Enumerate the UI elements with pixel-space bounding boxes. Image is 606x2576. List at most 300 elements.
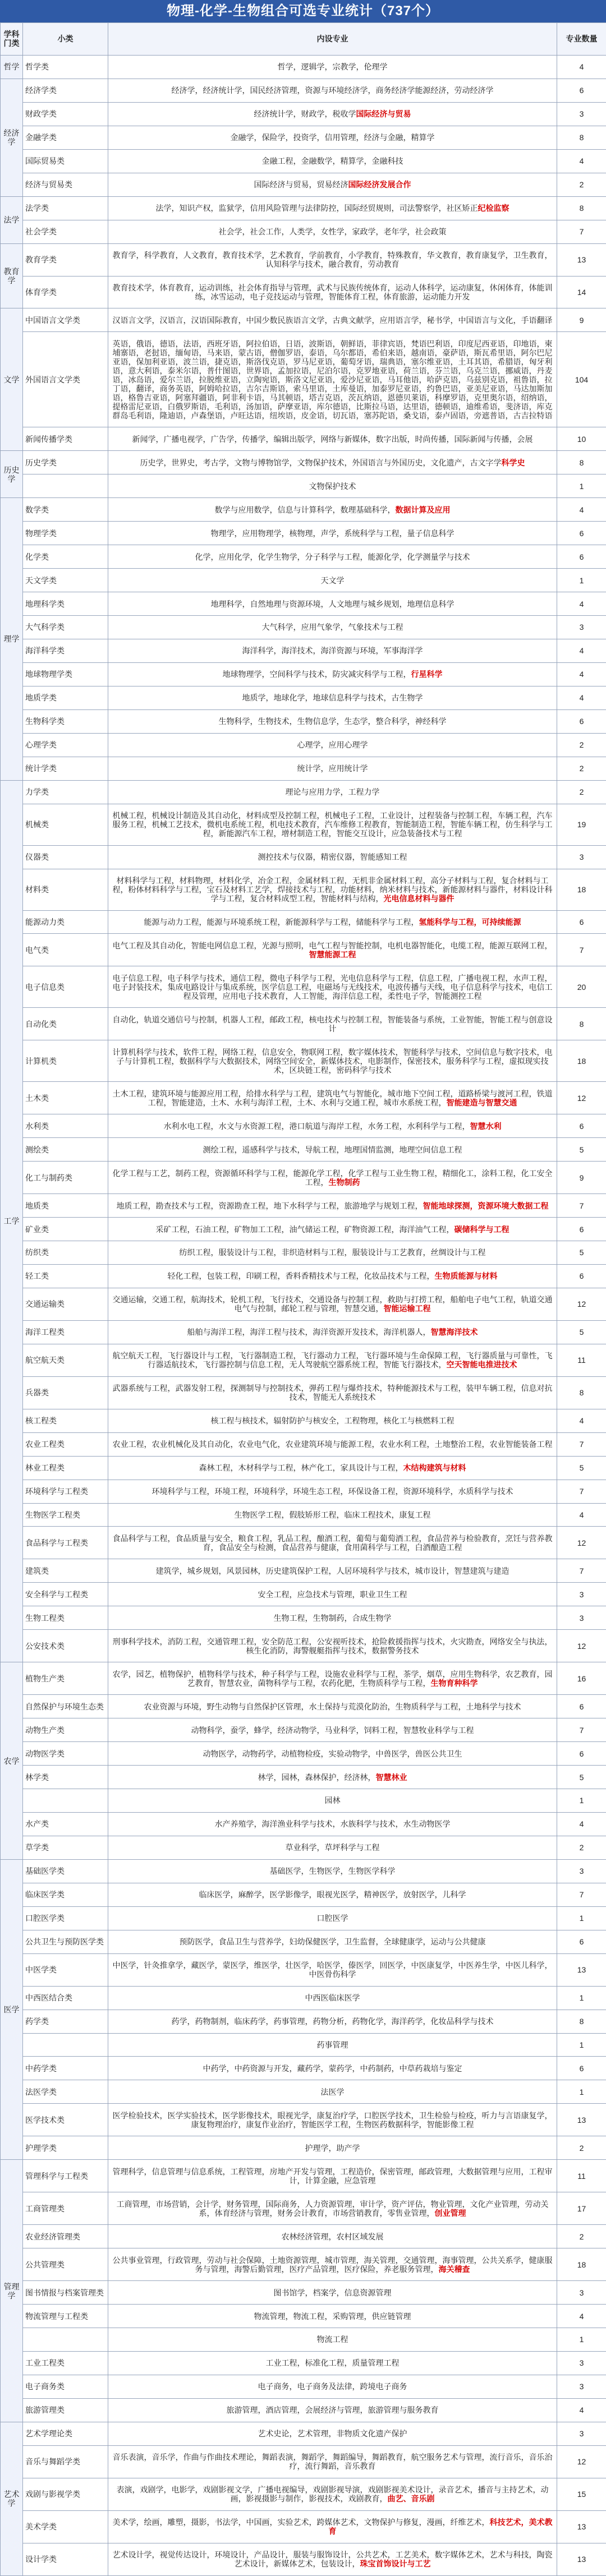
table-row bbox=[1, 1986, 606, 2010]
count-cell: 4 bbox=[557, 2398, 606, 2422]
majors-cell bbox=[108, 1114, 557, 1138]
majors-cell bbox=[108, 910, 557, 934]
count-cell: 16 bbox=[557, 1662, 606, 1695]
majors-text: 新闻学，广播电视学，广告学，传播学，编辑出版学，网络与新媒体，数字出版，时尚传播，国际新闻与传播，会展 bbox=[132, 434, 533, 444]
new-major-highlight: 智慧林业 bbox=[375, 1772, 407, 1782]
subcategory-cell: 机械类 bbox=[23, 804, 108, 845]
majors-cell bbox=[108, 220, 557, 243]
subcategory-cell: 海洋科学类 bbox=[23, 639, 108, 662]
count-cell: 3 bbox=[557, 845, 606, 869]
majors-text: 图书馆学，档案学，信息资源管理 bbox=[273, 2288, 392, 2297]
majors-text: 中西医临床医学 bbox=[305, 1993, 360, 2003]
subcategory-cell: 交通运输类 bbox=[23, 1288, 108, 1320]
table-row bbox=[1, 2445, 606, 2478]
majors-text: 地质学，地球化学，地球信息科学与技术，古生物学 bbox=[242, 693, 423, 703]
table-row bbox=[1, 308, 606, 332]
majors-cell bbox=[108, 1695, 557, 1718]
majors-cell bbox=[108, 2305, 557, 2328]
majors-text: 土木工程，建筑环境与能源应用工程，给排水科学与工程，建筑电气与智能化，城市地下空间工程，道路桥梁与渡河工程，铁道工程，智能建造，土木、水利与海洋工程，土木、水利与交通工程，城市水系统工程， bbox=[112, 1089, 553, 1107]
table-row bbox=[1, 1766, 606, 1789]
majors-cell bbox=[108, 2136, 557, 2160]
subcategory-cell: 经济学类 bbox=[23, 79, 108, 102]
majors-cell bbox=[108, 2398, 557, 2422]
table-row bbox=[1, 2398, 606, 2422]
table-row bbox=[1, 2057, 606, 2080]
table-row bbox=[1, 1082, 606, 1114]
count-cell: 8 bbox=[557, 196, 606, 220]
subcategory-cell: 核工程类 bbox=[23, 1409, 108, 1432]
majors-text: 工商管理，市场营销，会计学，财务管理，国际商务，人力资源管理，审计学，资产评估，物业管理，文化产业管理，劳动关系，体育经济与管理，财务会计教育，市场营销教育，零售业管理， bbox=[116, 2199, 549, 2218]
majors-cell bbox=[108, 934, 557, 966]
subcategory-cell: 护理学类 bbox=[23, 2136, 108, 2160]
majors-cell bbox=[108, 2422, 557, 2445]
majors-text: 中医学，针灸推拿学，藏医学，蒙医学，维医学，壮医学，哈医学，傣医学，回医学，中医康复学，中医养生学，中医儿科学，中医骨伤科学 bbox=[112, 1961, 553, 1979]
majors-cell bbox=[108, 1082, 557, 1114]
count-cell: 4 bbox=[557, 662, 606, 686]
majors-cell bbox=[108, 1559, 557, 1583]
majors-cell bbox=[108, 1376, 557, 1409]
count-cell: 6 bbox=[557, 1695, 606, 1718]
majors-text: 农林经济管理，农村区域发展 bbox=[281, 2232, 384, 2241]
subcategory-cell: 体育学类 bbox=[23, 276, 108, 308]
subcategory-cell: 仪器类 bbox=[23, 845, 108, 869]
count-cell: 4 bbox=[557, 1409, 606, 1432]
subcategory-cell: 兵器类 bbox=[23, 1376, 108, 1409]
majors-text: 法学，知识产权，监狱学，信用风险管理与法律防控，国际经贸规则，司法警察学，社区矫正 bbox=[155, 204, 478, 213]
count-cell: 6 bbox=[557, 1264, 606, 1288]
majors-cell bbox=[108, 1630, 557, 1662]
majors-cell bbox=[108, 1480, 557, 1503]
majors-text: 机械工程，机械设计制造及其自动化，材料成型及控制工程，机械电子工程，工业设计，过程装备与控制工程，车辆工程，汽车服务工程，机械工艺技术，微机电系统工程，机电技术教育，汽车维修工程教育，智能制造工程，智能车辆工程，仿生科学与工程，新能源汽车工程，增材制造工程，智能交互设计，应急装备技术与工程 bbox=[112, 811, 553, 838]
majors-text: 采矿工程，石油工程，矿物加工工程，油气储运工程，矿物资源工程，海洋油气工程， bbox=[155, 1224, 454, 1234]
majors-cell bbox=[108, 2510, 557, 2543]
table-row bbox=[1, 1480, 606, 1503]
count-cell: 4 bbox=[557, 149, 606, 173]
majors-cell bbox=[108, 196, 557, 220]
count-cell: 13 bbox=[557, 243, 606, 276]
table-row bbox=[1, 2422, 606, 2445]
majors-cell bbox=[108, 2160, 557, 2192]
subcategory-cell: 生物工程类 bbox=[23, 1606, 108, 1630]
subcategory-cell: 草学类 bbox=[23, 1836, 108, 1859]
count-cell: 20 bbox=[557, 966, 606, 1008]
table-row bbox=[1, 1503, 606, 1527]
new-major-highlight: 生物质能源与材料 bbox=[434, 1271, 498, 1281]
majors-cell bbox=[108, 1953, 557, 1986]
subcategory-cell: 力学类 bbox=[23, 780, 108, 804]
majors-text: 森林工程，木材科学与工程，林产化工，家具设计与工程， bbox=[199, 1463, 403, 1473]
count-cell: 3 bbox=[557, 2422, 606, 2445]
majors-text: 环境科学与工程，环境工程，环境科学，环境生态工程，环保设备工程，资源环境科学，水质科学与技术 bbox=[152, 1487, 513, 1496]
count-cell: 15 bbox=[557, 2478, 606, 2510]
majors-cell bbox=[108, 149, 557, 173]
majors-text: 林学，园林，森林保护，经济林， bbox=[258, 1772, 376, 1782]
new-major-highlight: 数据计算及应用 bbox=[395, 505, 451, 514]
majors-text: 动物科学，蚕学，蜂学，经济动物学，马业科学，饲料工程，智慧牧业科学与工程 bbox=[191, 1725, 474, 1735]
table-row bbox=[1, 1906, 606, 1930]
majors-text: 建筑学，城乡规划，风景园林，历史建筑保护工程，人居环境科学与技术，城市设计，智慧建筑与建造 bbox=[155, 1566, 509, 1575]
majors-text: 金融学，保险学，投资学，信用管理，经济与金融，精算学 bbox=[230, 133, 435, 142]
count-cell: 3 bbox=[557, 616, 606, 639]
majors-cell bbox=[108, 451, 557, 474]
subcategory-cell: 海洋工程类 bbox=[23, 1320, 108, 1344]
count-cell: 1 bbox=[557, 474, 606, 498]
subcategory-cell: 动物医学类 bbox=[23, 1742, 108, 1766]
majors-text: 统计学，应用统计学 bbox=[297, 764, 368, 773]
subcategory-cell: 地质学类 bbox=[23, 686, 108, 709]
table-row bbox=[1, 966, 606, 1008]
count-cell: 13 bbox=[557, 2510, 606, 2543]
table-row bbox=[1, 2305, 606, 2328]
majors-cell bbox=[108, 2328, 557, 2352]
majors-table bbox=[0, 22, 606, 2576]
new-major-highlight: 智能地球探测，资源环境大数据工程 bbox=[423, 1201, 549, 1210]
majors-text: 经济学，经济统计学，国民经济管理，资源与环境经济学，商务经济学能源经济，劳动经济学 bbox=[171, 86, 494, 95]
category-cell: 经济学 bbox=[1, 79, 23, 196]
table-row bbox=[1, 1836, 606, 1859]
subcategory-cell: 统计学类 bbox=[23, 757, 108, 780]
table-row bbox=[1, 2351, 606, 2375]
majors-cell bbox=[108, 709, 557, 733]
new-major-highlight: 生物制药 bbox=[328, 1177, 360, 1187]
majors-cell bbox=[108, 2104, 557, 2136]
majors-cell bbox=[108, 2010, 557, 2033]
count-cell: 12 bbox=[557, 1288, 606, 1320]
table-row bbox=[1, 1953, 606, 1986]
subcategory-cell: 外国语言文学类 bbox=[23, 332, 108, 427]
majors-text: 天文学 bbox=[320, 575, 345, 585]
new-major-highlight: 光电信息材料与器件 bbox=[383, 894, 454, 904]
majors-cell bbox=[108, 1527, 557, 1559]
table-row bbox=[1, 639, 606, 662]
subcategory-cell: 矿业类 bbox=[23, 1218, 108, 1241]
majors-text: 园林 bbox=[324, 1796, 341, 1805]
table-row bbox=[1, 569, 606, 592]
count-cell: 2 bbox=[557, 733, 606, 757]
subcategory-cell: 能源动力类 bbox=[23, 910, 108, 934]
count-cell: 9 bbox=[557, 308, 606, 332]
majors-text: 物流工程 bbox=[316, 2335, 348, 2344]
table-row bbox=[1, 451, 606, 474]
table-row bbox=[1, 780, 606, 804]
majors-cell bbox=[108, 757, 557, 780]
majors-cell bbox=[108, 1742, 557, 1766]
table-row bbox=[1, 1559, 606, 1583]
table-row bbox=[1, 1695, 606, 1718]
count-cell: 5 bbox=[557, 1241, 606, 1264]
majors-cell bbox=[108, 1194, 557, 1218]
count-cell: 4 bbox=[557, 686, 606, 709]
count-cell: 4 bbox=[557, 1812, 606, 1836]
majors-text: 预防医学，食品卫生与营养学，妇幼保健医学，卫生监督，全球健康学，运动与公共健康 bbox=[179, 1937, 486, 1947]
table-row bbox=[1, 1409, 606, 1432]
majors-text: 药学，药物制剂，临床药学，药事管理，药物分析，药物化学，海洋药学，化妆品科学与技术 bbox=[171, 2017, 494, 2026]
count-cell: 13 bbox=[557, 1953, 606, 1986]
count-cell: 2 bbox=[557, 173, 606, 196]
table-row bbox=[1, 2010, 606, 2033]
count-cell: 7 bbox=[557, 934, 606, 966]
count-cell: 11 bbox=[557, 1344, 606, 1376]
subcategory-cell: 中西医结合类 bbox=[23, 1986, 108, 2010]
new-major-highlight: 科技艺术，美术教育 bbox=[328, 2518, 553, 2536]
subcategory-cell: 历史学类 bbox=[23, 451, 108, 474]
majors-text: 化学工程与工艺，制药工程，资源循环科学与工程，能源化学工程，化学工程与工业生物工程，精细化工，涂料工程，化工安全工程， bbox=[112, 1168, 553, 1187]
subcategory-cell: 数学类 bbox=[23, 498, 108, 522]
count-cell: 7 bbox=[557, 1718, 606, 1742]
majors-cell bbox=[108, 1718, 557, 1742]
new-major-highlight: 智能运输工程 bbox=[383, 1304, 431, 1314]
table-row bbox=[1, 616, 606, 639]
majors-text: 物流管理，物流工程，采购管理，供应链管理 bbox=[254, 2311, 411, 2321]
subcategory-cell: 中国语言文学类 bbox=[23, 308, 108, 332]
category-cell: 管理学 bbox=[1, 2160, 23, 2422]
subcategory-cell: 轻工类 bbox=[23, 1264, 108, 1288]
majors-cell bbox=[108, 522, 557, 545]
majors-text: 地理科学，自然地理与资源环境，人文地理与城乡规划，地理信息科学 bbox=[210, 599, 454, 609]
subcategory-cell: 大气科学类 bbox=[23, 616, 108, 639]
table-row bbox=[1, 2281, 606, 2305]
subcategory-cell: 水利类 bbox=[23, 1114, 108, 1138]
table-row bbox=[1, 1527, 606, 1559]
count-cell: 1 bbox=[557, 1789, 606, 1813]
majors-cell bbox=[108, 332, 557, 427]
majors-cell bbox=[108, 1008, 557, 1040]
majors-text: 电子商务，电子商务及法律，跨境电子商务 bbox=[258, 2382, 407, 2391]
table-row bbox=[1, 2225, 606, 2248]
majors-text: 船舶与海洋工程，海洋工程与技术，海洋资源开发技术，海洋机器人， bbox=[187, 1328, 431, 1337]
count-cell: 6 bbox=[557, 545, 606, 569]
count-cell: 2 bbox=[557, 2136, 606, 2160]
subcategory-cell: 公共管理类 bbox=[23, 2248, 108, 2281]
majors-cell bbox=[108, 1138, 557, 1162]
table-row bbox=[1, 427, 606, 451]
majors-text: 管理科学，信息管理与信息系统，工程管理，房地产开发与管理，工程造价，保密管理，邮政管理，大数据管理与应用，工程审计，计算金融，应急管理 bbox=[112, 2167, 553, 2185]
count-cell: 3 bbox=[557, 2375, 606, 2398]
table-row bbox=[1, 1040, 606, 1082]
majors-cell bbox=[108, 498, 557, 522]
majors-text: 艺术设计学，视觉传达设计，环境设计，产品设计，服装与服饰设计，公共艺术，工艺美术，数字媒体艺术，艺术与科技，陶瓷艺术设计，新媒体艺术，包装设计， bbox=[112, 2550, 553, 2569]
majors-cell bbox=[108, 102, 557, 126]
count-cell: 5 bbox=[557, 1320, 606, 1344]
majors-text: 刑事科学技术，消防工程，交通管理工程，安全防范工程，公安视听技术，抢险救援指挥与技术，火灾勘查，网络安全与执法，核生化消防，海警舰艇指挥与技术，数据警务技术 bbox=[112, 1637, 553, 1655]
majors-cell bbox=[108, 1883, 557, 1906]
majors-cell bbox=[108, 1241, 557, 1264]
subcategory-cell: 生物医学工程类 bbox=[23, 1503, 108, 1527]
majors-cell bbox=[108, 1432, 557, 1456]
subcategory-cell: 天文学类 bbox=[23, 569, 108, 592]
count-cell: 7 bbox=[557, 220, 606, 243]
majors-cell bbox=[108, 474, 557, 498]
count-cell: 3 bbox=[557, 1859, 606, 1883]
subcategory-cell: 经济与贸易类 bbox=[23, 173, 108, 196]
majors-text: 心理学，应用心理学 bbox=[297, 740, 368, 750]
count-cell: 11 bbox=[557, 2160, 606, 2192]
subcategory-cell: 美术学类 bbox=[23, 2510, 108, 2543]
table-row bbox=[1, 2160, 606, 2192]
majors-text: 计算机科学与技术，软件工程，网络工程，信息安全，物联网工程，数字媒体技术，智能科学与技术，空间信息与数字技术，电子与计算机工程，数据科学与大数据技术，网络空间安全，新媒体技术，电影制作，保密技术，服务科学与工程，虚拟现实技术，区块链工程，密码科学与技术 bbox=[112, 1047, 553, 1075]
page-title: 物理-化学-生物组合可选专业统计（737个） bbox=[0, 0, 606, 22]
majors-cell bbox=[108, 1766, 557, 1789]
new-major-highlight: 氢能科学与工程，可持续能源 bbox=[419, 917, 521, 927]
majors-cell bbox=[108, 2478, 557, 2510]
table-row bbox=[1, 2375, 606, 2398]
table-row bbox=[1, 1859, 606, 1883]
subcategory-cell: 设计学类 bbox=[23, 2543, 108, 2575]
majors-text: 农学，园艺，植物保护，植物科学与技术，种子科学与工程，设施农业科学与工程，茶学，烟草，应用生物科学，农艺教育，园艺教育，智慧农业，菌物科学与工程，农药化肥，生物质科学与工程， bbox=[112, 1669, 553, 1688]
table-row bbox=[1, 1662, 606, 1695]
table-row bbox=[1, 1718, 606, 1742]
count-cell: 17 bbox=[557, 2192, 606, 2225]
count-cell: 8 bbox=[557, 1008, 606, 1040]
subcategory-cell: 动物生产类 bbox=[23, 1718, 108, 1742]
majors-cell bbox=[108, 1583, 557, 1606]
subcategory-cell: 纺织类 bbox=[23, 1241, 108, 1264]
table-row bbox=[1, 733, 606, 757]
count-cell: 7 bbox=[557, 1559, 606, 1583]
table-row bbox=[1, 592, 606, 616]
majors-cell bbox=[108, 79, 557, 102]
column-header: 专业数量 bbox=[557, 23, 606, 56]
count-cell: 6 bbox=[557, 1114, 606, 1138]
majors-cell bbox=[108, 1456, 557, 1480]
count-cell: 8 bbox=[557, 451, 606, 474]
new-major-highlight: 智慧海洋技术 bbox=[430, 1328, 478, 1337]
table-row bbox=[1, 498, 606, 522]
table-row bbox=[1, 332, 606, 427]
new-major-highlight: 创业管理 bbox=[434, 2208, 466, 2218]
count-cell: 4 bbox=[557, 1503, 606, 1527]
subcategory-cell: 管理科学与工程类 bbox=[23, 2160, 108, 2192]
new-major-highlight: 碳储科学与工程 bbox=[454, 1224, 509, 1234]
table-row bbox=[1, 686, 606, 709]
majors-text: 工业工程，标准化工程，质量管理工程 bbox=[265, 2358, 400, 2368]
table-row bbox=[1, 126, 606, 149]
new-major-highlight: 曲艺、音乐剧 bbox=[387, 2494, 435, 2504]
subcategory-cell: 公共卫生与预防医学类 bbox=[23, 1930, 108, 1953]
count-cell: 4 bbox=[557, 498, 606, 522]
subcategory-cell: 地理科学类 bbox=[23, 592, 108, 616]
subcategory-cell: 化工与制药类 bbox=[23, 1162, 108, 1194]
table-row bbox=[1, 1883, 606, 1906]
subcategory-cell bbox=[23, 2033, 108, 2057]
subcategory-cell: 化学类 bbox=[23, 545, 108, 569]
majors-text: 交通运输，交通工程，航海技术，轮机工程，飞行技术，交通设备与控制工程，救助与打捞工程，船舶电子电气工程，轨道交通电气与控制，邮轮工程与管理，智慧交通， bbox=[112, 1295, 553, 1314]
count-cell: 6 bbox=[557, 79, 606, 102]
majors-text: 临床医学，麻醉学，医学影像学，眼视光医学，精神医学，放射医学，儿科学 bbox=[199, 1890, 466, 1900]
majors-cell bbox=[108, 308, 557, 332]
subcategory-cell: 地质类 bbox=[23, 1194, 108, 1218]
count-cell: 2 bbox=[557, 780, 606, 804]
new-major-highlight: 智慧能源工程 bbox=[309, 950, 356, 959]
majors-cell bbox=[108, 2080, 557, 2104]
majors-text: 安全工程，应急技术与管理，职业卫生工程 bbox=[258, 1589, 407, 1599]
table-row bbox=[1, 1583, 606, 1606]
count-cell: 14 bbox=[557, 276, 606, 308]
subcategory-cell: 自动化类 bbox=[23, 1008, 108, 1040]
subcategory-cell: 法学类 bbox=[23, 196, 108, 220]
majors-cell bbox=[108, 1503, 557, 1527]
count-cell: 1 bbox=[557, 2328, 606, 2352]
subcategory-cell: 地球物理学类 bbox=[23, 662, 108, 686]
subcategory-cell: 社会学类 bbox=[23, 220, 108, 243]
majors-text: 社会学，社会工作，人类学，女性学，家政学，老年学，社会政策 bbox=[218, 227, 447, 237]
majors-cell bbox=[108, 780, 557, 804]
table-row bbox=[1, 1264, 606, 1288]
table-row bbox=[1, 1138, 606, 1162]
subcategory-cell: 公安技术类 bbox=[23, 1630, 108, 1662]
count-cell: 9 bbox=[557, 1162, 606, 1194]
table-row bbox=[1, 55, 606, 79]
subcategory-cell: 林业工程类 bbox=[23, 1456, 108, 1480]
majors-text: 生物科学，生物技术，生物信息学，生态学，整合科学，神经科学 bbox=[218, 717, 447, 726]
table-row bbox=[1, 545, 606, 569]
majors-text: 海洋科学，海洋技术，海洋资源与环境，军事海洋学 bbox=[242, 646, 423, 656]
table-row bbox=[1, 1008, 606, 1040]
subcategory-cell bbox=[23, 1789, 108, 1813]
subcategory-cell: 工业工程类 bbox=[23, 2351, 108, 2375]
count-cell: 6 bbox=[557, 709, 606, 733]
table-row bbox=[1, 522, 606, 545]
majors-text: 生物医学工程，假肢矫形工程，临床工程技术，康复工程 bbox=[234, 1510, 431, 1519]
category-cell: 理学 bbox=[1, 498, 23, 780]
majors-text: 能源与动力工程，能源与环境系统工程，新能源科学与工程，储能科学与工程， bbox=[144, 917, 419, 927]
subcategory-cell: 航空航天类 bbox=[23, 1344, 108, 1376]
majors-text: 历史学，世界史，考古学，文物与博物馆学，文物保护技术，外国语言与外国历史，文化遗产，古文字学 bbox=[140, 458, 502, 467]
majors-text: 哲学，逻辑学，宗教学，伦理学 bbox=[277, 62, 388, 72]
table-row bbox=[1, 1241, 606, 1264]
majors-cell bbox=[108, 1789, 557, 1813]
majors-cell bbox=[108, 2033, 557, 2057]
majors-text: 航空航天工程，飞行器设计与工程，飞行器制造工程，飞行器动力工程，飞行器环境与生命保障工程，飞行器质量与可靠性，飞行器适航技术，飞行器控制与信息工程，无人驾驶航空器系统工程，智能飞行器技术， bbox=[112, 1351, 553, 1370]
count-cell: 18 bbox=[557, 869, 606, 910]
category-cell: 工学 bbox=[1, 780, 23, 1662]
table-row bbox=[1, 1194, 606, 1218]
subcategory-cell: 基础医学类 bbox=[23, 1859, 108, 1883]
majors-cell bbox=[108, 2281, 557, 2305]
majors-cell bbox=[108, 2057, 557, 2080]
majors-cell bbox=[108, 1662, 557, 1695]
subcategory-cell: 农业经济管理类 bbox=[23, 2225, 108, 2248]
majors-cell bbox=[108, 173, 557, 196]
count-cell: 104 bbox=[557, 332, 606, 427]
majors-text: 草业科学，草坪科学与工程 bbox=[285, 1843, 380, 1852]
majors-text: 药事管理 bbox=[316, 2040, 348, 2049]
table-row bbox=[1, 79, 606, 102]
majors-text: 物理学，应用物理学，核物理，声学，系统科学与工程，量子信息科学 bbox=[210, 528, 454, 538]
majors-text: 地质工程，勘查技术与工程，资源勘查工程，地下水科学与工程，旅游地学与规划工程， bbox=[116, 1201, 423, 1210]
table-row bbox=[1, 220, 606, 243]
category-cell: 艺术学 bbox=[1, 2422, 23, 2575]
table-row bbox=[1, 910, 606, 934]
subcategory-cell: 国际贸易类 bbox=[23, 149, 108, 173]
count-cell: 19 bbox=[557, 804, 606, 845]
count-cell: 7 bbox=[557, 1883, 606, 1906]
majors-text: 经济统计学，财政学，税收学 bbox=[254, 109, 356, 119]
table-row bbox=[1, 276, 606, 308]
majors-cell bbox=[108, 2225, 557, 2248]
count-cell: 8 bbox=[557, 2010, 606, 2033]
majors-text: 表演，戏剧学，电影学，戏剧影视文学，广播电视编导，戏剧影视导演，戏剧影视美术设计，录音艺术，播音与主持艺术，动画，影视摄影与制作，影视技术，戏剧教育， bbox=[116, 2485, 549, 2504]
majors-text: 武器系统与工程，武器发射工程，探测制导与控制技术，弹药工程与爆炸技术，特种能源技术与工程，装甲车辆工程，信息对抗技术，智能无人系统技术 bbox=[112, 1384, 553, 1402]
table-row bbox=[1, 2033, 606, 2057]
majors-text: 化学，应用化学，化学生物学，分子科学与工程，能源化学，化学测量学与技术 bbox=[195, 552, 470, 561]
subcategory-cell: 计算机类 bbox=[23, 1040, 108, 1082]
count-cell: 6 bbox=[557, 1218, 606, 1241]
table-row bbox=[1, 934, 606, 966]
new-major-highlight: 智慧水利 bbox=[470, 1121, 502, 1131]
subcategory-cell: 音乐与舞蹈学类 bbox=[23, 2445, 108, 2478]
category-cell: 农学 bbox=[1, 1662, 23, 1860]
